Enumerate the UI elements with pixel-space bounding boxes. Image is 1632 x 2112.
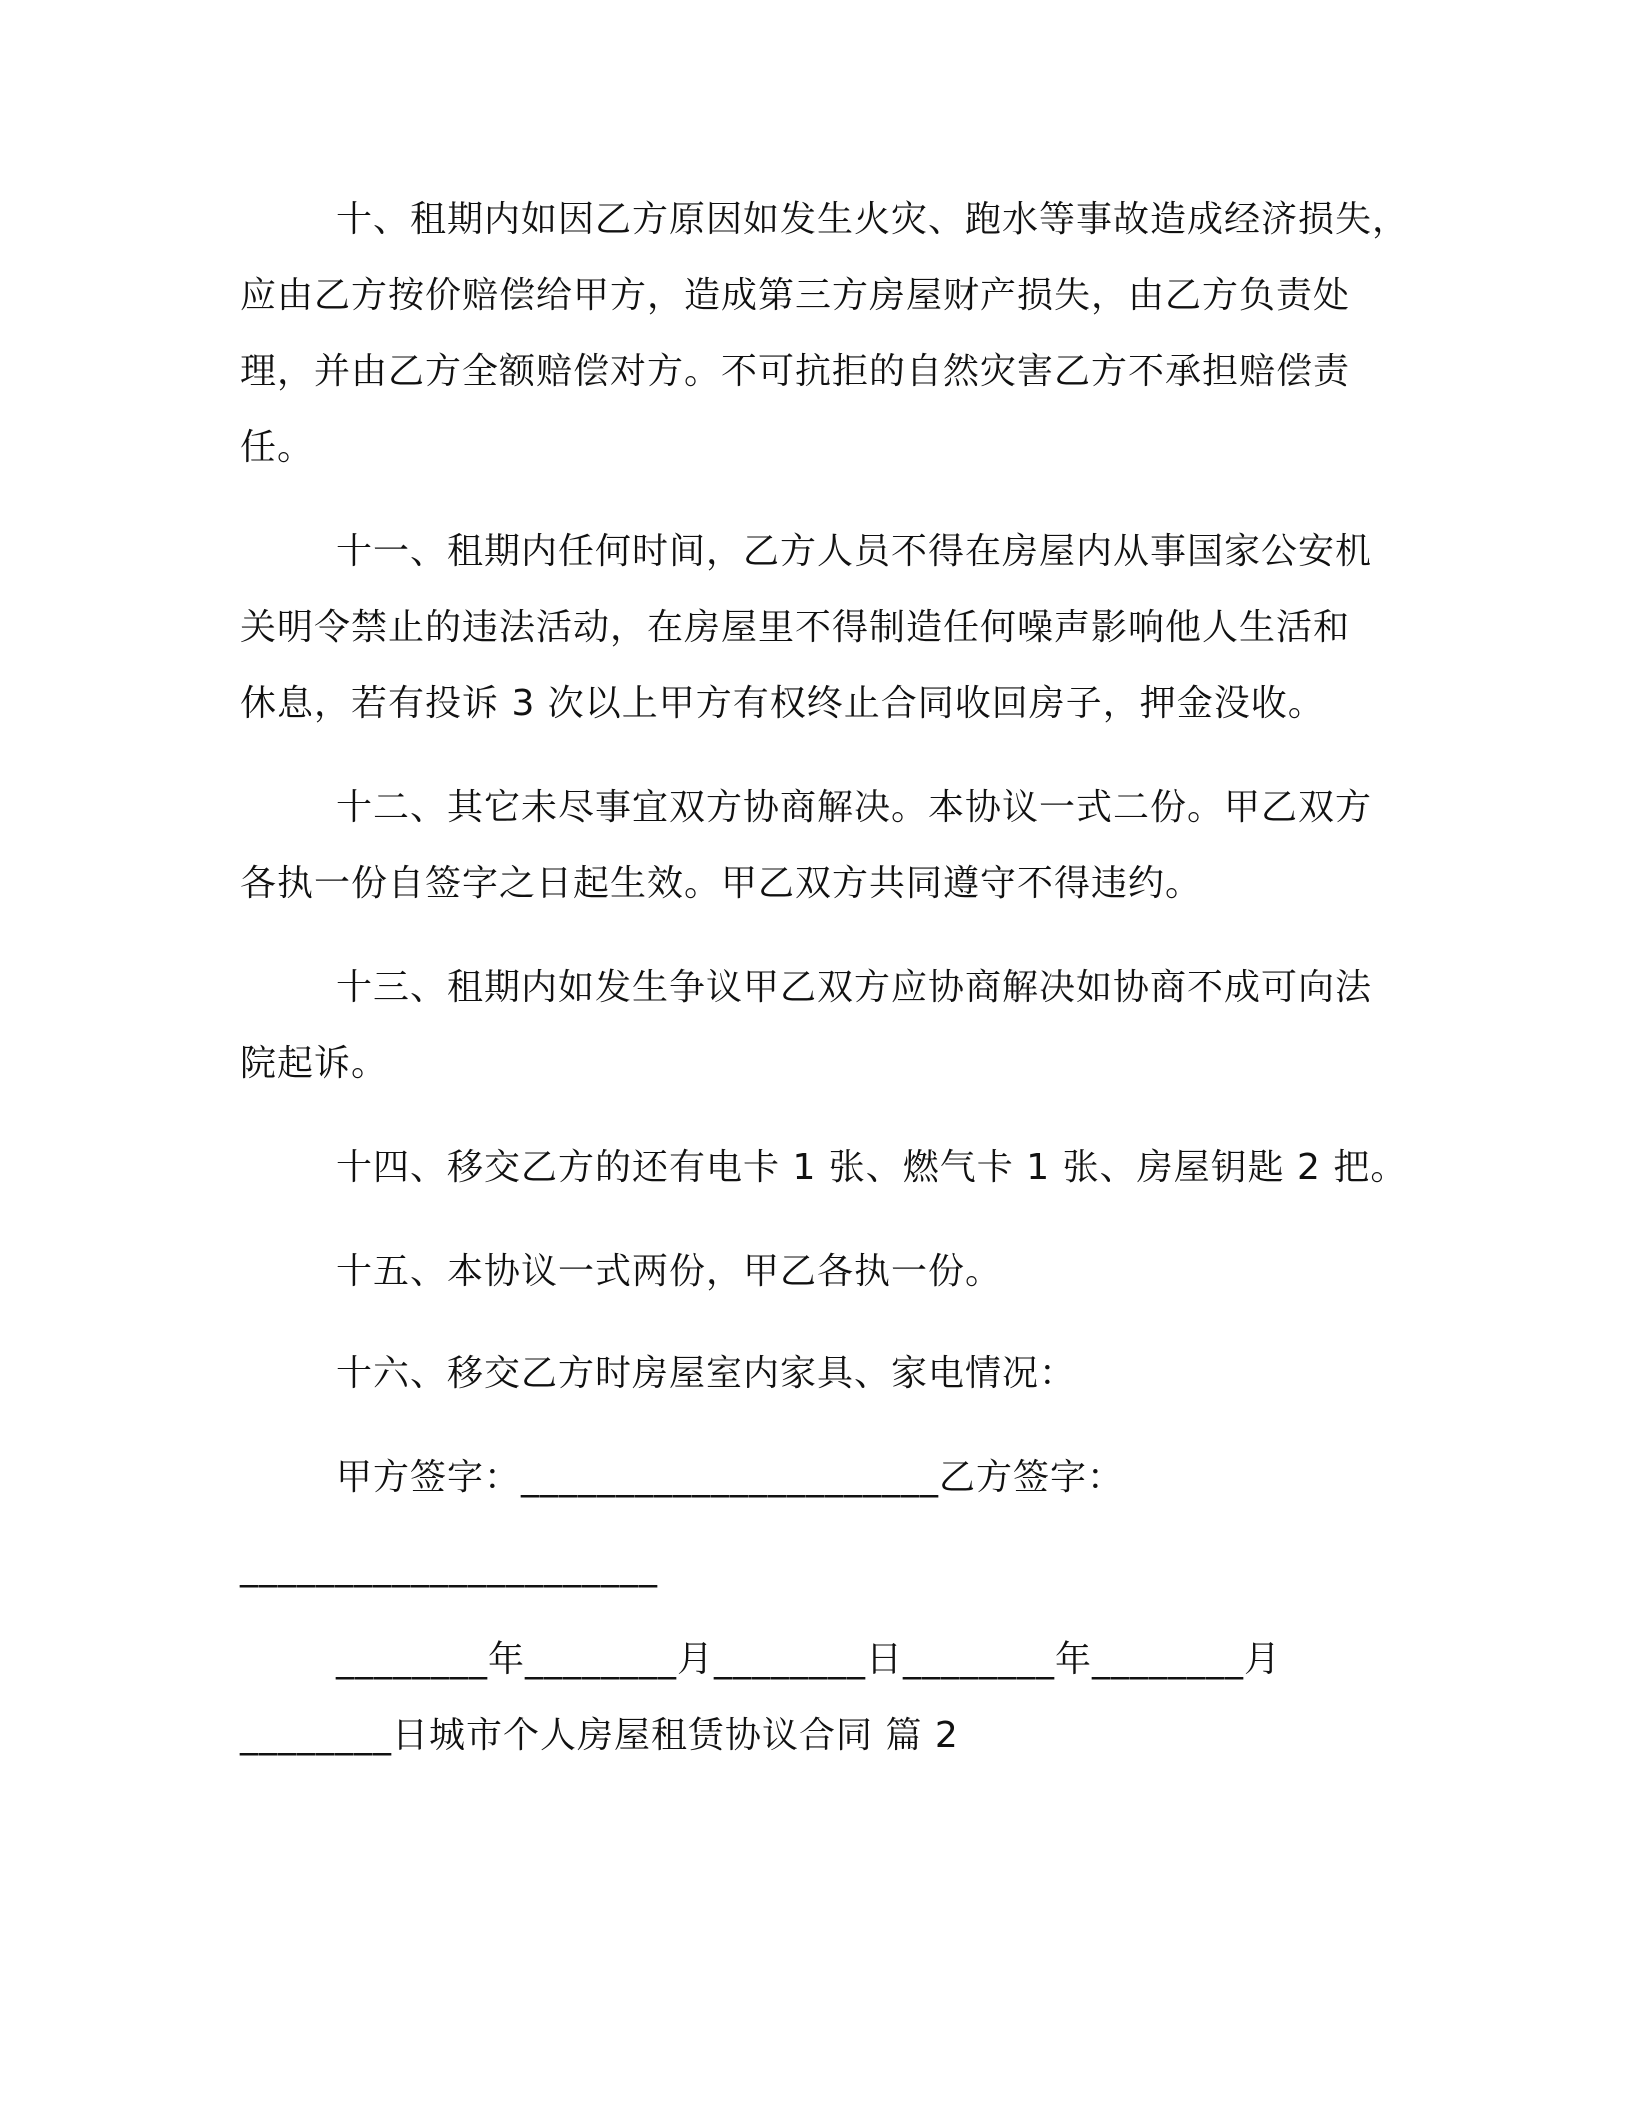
date-line-1: ________年________月________日________年________月 [336,1639,1281,1680]
clause-12-line-2: 各执一份自签字之日起生效。甲乙双方共同遵守不得违约。 [240,863,1203,904]
clause-10-line-1: 十、租期内如因乙方原因如发生火灾、跑水等事故造成经济损失， [336,199,1410,240]
clause-16: 十六、移交乙方时房屋室内家具、家电情况： [336,1353,1077,1394]
clause-13-line-2: 院起诉。 [240,1043,389,1084]
clause-11-line-3: 休息，若有投诉 3 次以上甲方有权终止合同收回房子，押金没收。 [240,683,1325,724]
clause-10-line-2: 应由乙方按价赔偿给甲方，造成第三方房屋财产损失，由乙方负责处 [240,275,1351,316]
signature-line-2: ______________________ [240,1547,658,1588]
clause-12-line-1: 十二、其它未尽事宜双方协商解决。本协议一式二份。甲乙双方 [336,787,1373,828]
clause-11-line-2: 关明令禁止的违法活动，在房屋里不得制造任何噪声影响他人生活和 [240,607,1351,648]
date-line-2: ________日城市个人房屋租赁协议合同 篇 2 [240,1715,959,1756]
clause-13-line-1: 十三、租期内如发生争议甲乙双方应协商解决如协商不成可向法 [336,967,1373,1008]
clause-15: 十五、本协议一式两份，甲乙各执一份。 [336,1251,1003,1292]
clause-10-line-4: 任。 [240,427,315,468]
clause-10-line-3: 理，并由乙方全额赔偿对方。不可抗拒的自然灾害乙方不承担赔偿责 [240,351,1351,392]
clause-14: 十四、移交乙方的还有电卡 1 张、燃气卡 1 张、房屋钥匙 2 把。 [336,1147,1408,1188]
clause-11-line-1: 十一、租期内任何时间，乙方人员不得在房屋内从事国家公安机 [336,531,1373,572]
signature-line-1: 甲方签字：______________________乙方签字： [336,1457,1125,1498]
